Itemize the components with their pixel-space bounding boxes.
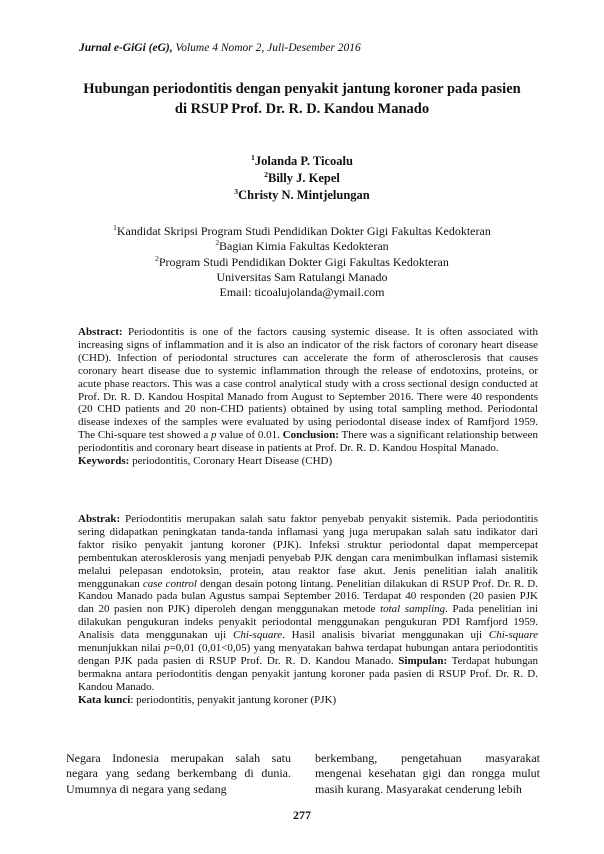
introduction-body bbox=[66, 751, 540, 797]
author-line-text: Jolanda P. Ticoalu bbox=[254, 154, 353, 168]
text-segment: Abstrak: bbox=[78, 513, 121, 525]
text-segment: p bbox=[211, 429, 217, 442]
page-number: 277 bbox=[293, 808, 311, 822]
abstract-english-paragraph bbox=[78, 326, 538, 455]
text-segment: total sampling bbox=[380, 603, 446, 616]
text-segment: Kata kunci bbox=[78, 693, 131, 706]
text-segment: Chi-square bbox=[232, 629, 283, 642]
text-segment: There was a significant relationship between periodontitis and coronary heart disease in patients at Prof. Dr. R. D. Kandou Hospital Manado. bbox=[78, 429, 539, 455]
affiliation-line bbox=[0, 285, 604, 300]
text-segment: Periodontitis is one of the factors causing systemic disease. It is often associated with increasing signs of inflammation and it is also an indicator of the risk factors of coronary heart disease (CHD). Infection of periodontal structures can accelerate the form of atherosclerosis that causes coronary heart disease due to systemic inflammation through the release of endotoxins, proteins, or acute phase reactors. This was a case control analytical study with a cross sectional design conducted at Prof. Dr. R. D. Kandou Hospital Manado from August to September 2016. There were 40 respondents (20 CHD patients and 20 non-CHD patients) obtained by using total sampling method. Periodontal disease indexes of the samples were evaluated by using periodontal disease index of Ramfjord 1959. The Chi-square test showed a bbox=[78, 326, 538, 442]
affiliation-line bbox=[0, 255, 604, 270]
article-title-line2: di RSUP Prof. Dr. R. D. Kandou Manado bbox=[174, 101, 430, 117]
affiliation-line-text: Bagian Kimia Fakultas Kedokteran bbox=[219, 239, 389, 254]
affiliation-line bbox=[0, 270, 604, 285]
text-segment: menunjukkan nilai bbox=[78, 642, 165, 655]
superscript-marker: 2 bbox=[155, 253, 159, 263]
author-line bbox=[0, 170, 604, 187]
superscript-marker: 3 bbox=[234, 186, 239, 196]
text-segment: value of 0.01. bbox=[216, 429, 283, 442]
text-segment: case control bbox=[142, 577, 197, 590]
article-title bbox=[40, 79, 564, 119]
text-segment: p bbox=[164, 642, 170, 655]
text-segment: . Hasil analisis bivariat menggunakan uji bbox=[282, 629, 489, 642]
abstract-indonesian bbox=[78, 513, 538, 707]
text-segment: Volume 4 Nomor 2, Juli-Desember 2016 bbox=[175, 42, 361, 54]
journal-running-head bbox=[79, 42, 361, 54]
text-segment: Jurnal e-GiGi (eG), bbox=[79, 42, 176, 54]
keywords-english-line bbox=[78, 455, 538, 468]
text-segment: : periodontitis, penyakit jantung koroner (PJK) bbox=[130, 693, 337, 706]
text-segment: Terdapat hubungan bermakna antara periodontitis dengan penyakit jantung koroner pada pasien di RSUP Prof. Dr. R. D. Kandou Manado. bbox=[78, 654, 538, 693]
text-segment: Conclusion: bbox=[282, 429, 339, 442]
body-right-column: berkembang, pengetahuan masyarakat mengenai kesehatan gigi dan rongga mulut masih kurang. Masyarakat cenderung lebih bbox=[315, 751, 540, 796]
superscript-marker: 1 bbox=[113, 223, 117, 232]
authors-list bbox=[0, 153, 604, 204]
superscript-marker: 2 bbox=[215, 238, 220, 248]
superscript-marker: 1 bbox=[251, 152, 255, 162]
text-segment: dengan desain potong lintang. Penelitian dilakukan di RSUP Prof. Dr. R. D. Kandou Manado pada bulan Agustus sampai September 2016. Terdapat 40 responden (20 pasien PJK dan 20 pasien non PJK) diperoleh dengan menggunakan metode bbox=[78, 577, 538, 616]
text-segment: Abstract: bbox=[78, 326, 123, 338]
keywords-indonesian-line bbox=[78, 694, 538, 707]
text-segment: Keywords: bbox=[78, 455, 130, 468]
text-segment: =0,01 (0,01<0,05) yang menyatakan bahwa terdapat hubungan antara periodontitis dengan PJK pada pasien di RSUP Prof. Dr. R. D. Kandou Manado. bbox=[78, 642, 538, 667]
author-line bbox=[0, 153, 604, 170]
affiliation-line bbox=[0, 239, 604, 254]
abstract-indonesian-paragraph bbox=[78, 513, 538, 694]
affiliation-line bbox=[0, 224, 604, 239]
text-segment: . Pada penelitian ini dilakukan pengukuran indeks penyakit periodontal menggunakan pengukuran PDI Ramfjord 1959. Analisis data menggunakan uji bbox=[78, 603, 538, 642]
author-line bbox=[0, 187, 604, 204]
affiliation-line-text: Universitas Sam Ratulangi Manado bbox=[216, 269, 388, 284]
superscript-marker: 2 bbox=[264, 169, 268, 179]
text-segment: Periodontitis merupakan salah satu faktor penyebab penyakit sistemik. Pada periodontitis sering didapatkan peningkatan tanda-tanda inflamasi yang juga merupakan salah satu indikator dari faktor risiko penyakit jantung koroner (PJK). Infeksi struktur periodontal dapat mempercepat pembentukan aterosklerosis yang menjadi penyebab PJK dengan cara menimbulkan inflamasi sistemik melalui pelepasan endotoksin, protein, atau reaktor fase akut. Jenis penelitian ialah analitik menggunakan bbox=[78, 513, 538, 590]
author-line-text: Billy J. Kepel bbox=[268, 171, 340, 185]
affiliation-line-text: Kandidat Skripsi Program Studi Pendidikan Dokter Gigi Fakultas Kedokteran bbox=[116, 224, 491, 238]
article-title-line1: Hubungan periodontitis dengan penyakit jantung koroner pada pasien bbox=[83, 81, 521, 97]
author-line-text: Christy N. Mintjelungan bbox=[238, 188, 370, 202]
abstract-english bbox=[78, 326, 538, 468]
text-segment: periodontitis, Coronary Heart Disease (CHD) bbox=[129, 455, 333, 468]
body-left-column: Negara Indonesia merupakan salah satu negara yang sedang berkembang di dunia. Umumnya di negara yang sedang bbox=[66, 751, 291, 796]
affiliation-line-text: Program Studi Pendidikan Dokter Gigi Fakultas Kedokteran bbox=[158, 254, 449, 269]
affiliations-list bbox=[0, 224, 604, 300]
text-segment: Simpulan: bbox=[398, 654, 448, 667]
affiliation-line-text: Email: ticoalujolanda@ymail.com bbox=[219, 285, 385, 300]
text-segment: Chi-square bbox=[488, 629, 538, 642]
